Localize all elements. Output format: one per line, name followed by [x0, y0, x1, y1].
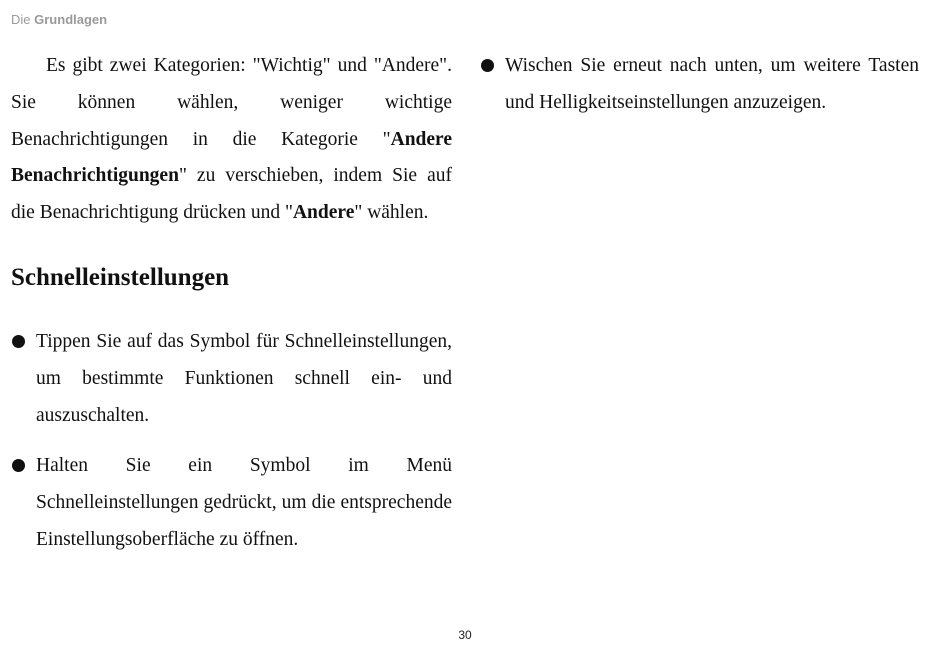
intro-text-part2: " zu verschieben, indem Sie auf die Benachrichtigung drücken und ": [11, 165, 452, 224]
bullet-dot-icon: [12, 459, 25, 472]
header-prefix: Die: [11, 12, 31, 27]
intro-bold-category: Andere Benachrichtigungen: [11, 128, 452, 187]
quick-settings-bullet-list: [11, 324, 452, 559]
bullet-item: [480, 48, 919, 122]
page-number: 30: [458, 628, 472, 642]
bullet-item: [11, 324, 452, 434]
bullet-text: Halten Sie ein Symbol im Menü Schnelleinstellungen gedrückt, um die entsprechende Einstellungsoberfläche zu öffnen.: [36, 455, 452, 550]
right-column: [480, 48, 919, 122]
intro-text-part3: " wählen.: [354, 202, 429, 224]
bullet-dot-icon: [481, 59, 494, 72]
bullet-dot-icon: [12, 335, 25, 348]
section-heading: Schnelleinstellungen: [11, 263, 230, 291]
intro-bold-option: Andere: [292, 202, 355, 224]
intro-text-part1: Es gibt zwei Kategorien: "Wichtig" und "Andere". Sie können wählen, weniger wichtige Benachrichtigungen in die Kategorie ": [11, 55, 452, 150]
header-section-title: Grundlagen: [34, 12, 108, 27]
bullet-item: [11, 448, 452, 558]
left-column: [11, 48, 452, 559]
bullet-text: Tippen Sie auf das Symbol für Schnelleinstellungen, um bestimmte Funktionen schnell ein- und auszuschalten.: [36, 330, 452, 426]
bullet-text: Wischen Sie erneut nach unten, um weitere Tasten und Helligkeitseinstellungen anzuzeigen.: [505, 55, 919, 113]
right-bullet-list: [480, 48, 919, 122]
intro-paragraph: [11, 48, 452, 232]
running-header: [11, 12, 107, 27]
